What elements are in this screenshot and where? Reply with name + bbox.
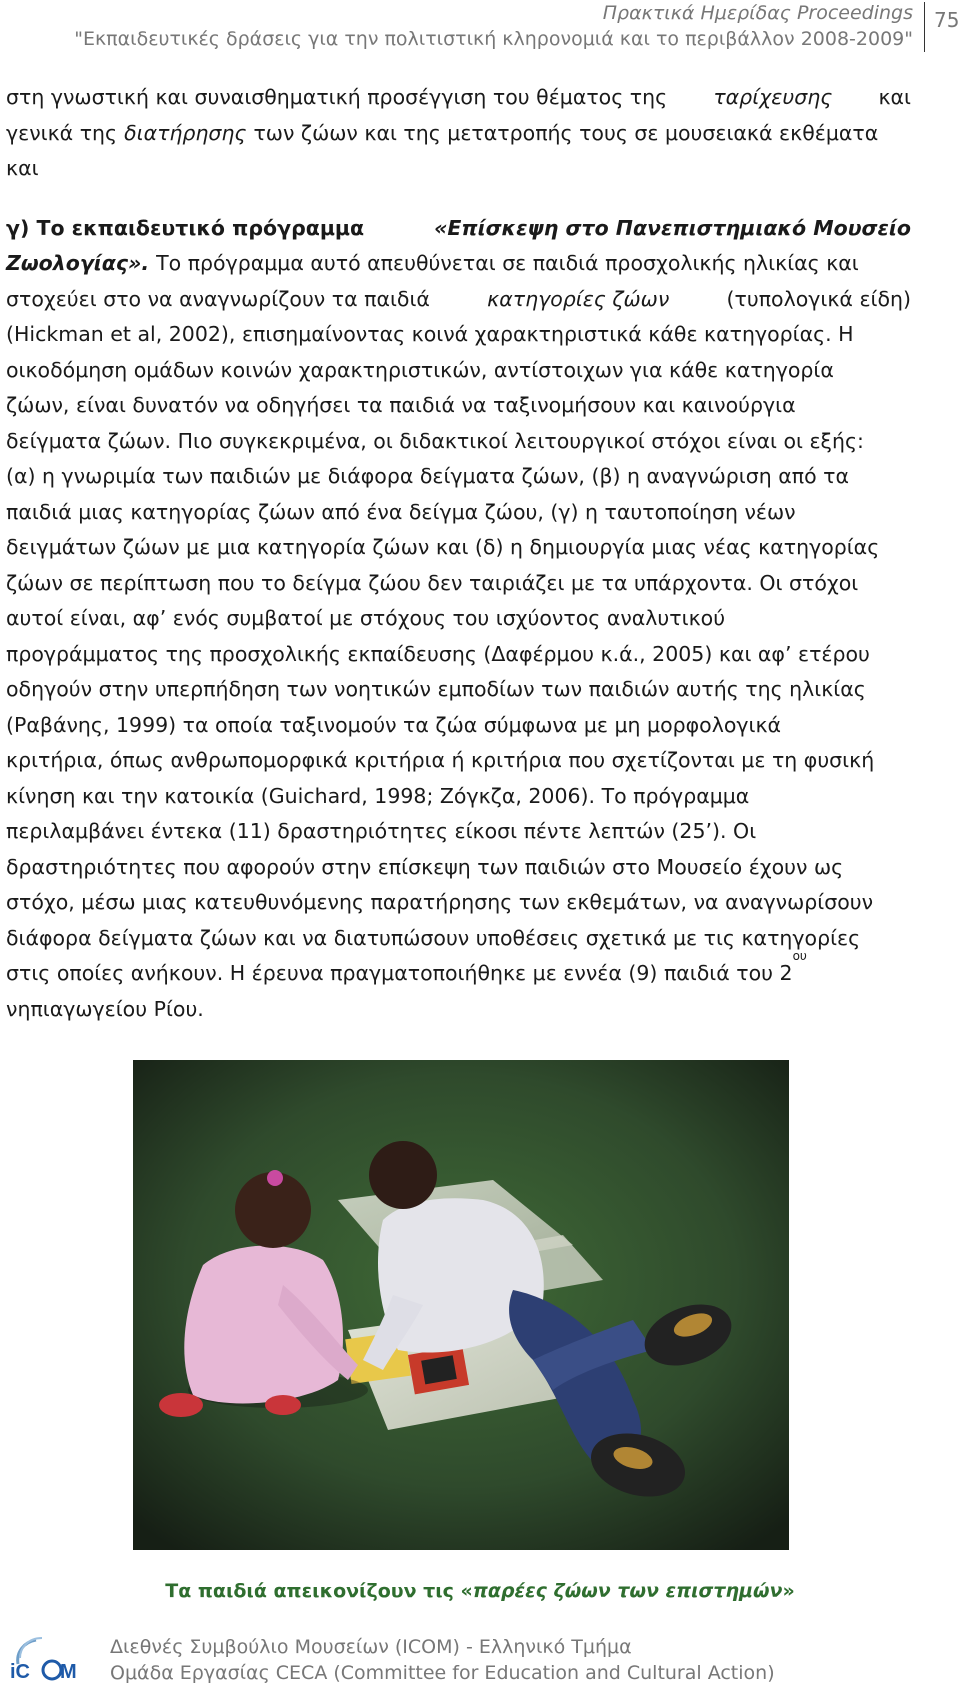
text-line — [6, 151, 911, 187]
article-body — [6, 80, 911, 1027]
text-line: νηπιαγωγείου Ρίου. — [6, 996, 204, 1021]
text-line: ζώων, είναι δυνατόν να οδηγήσει τα παιδιά να ταξινομήσουν και καινούργια — [6, 393, 796, 417]
text-line: διάφορα δείγματα ζώων και να διατυπώσουν υποθέσεις σχετικά με τις κατηγορίες — [6, 925, 861, 950]
text-span: των ζώων και της μετατροπής τους σε μουσειακά εκθέματα — [253, 120, 879, 145]
text-line: δειγμάτων ζώων με μια κατηγορία ζώων και (δ) η δημιουργία μιας νέας κατηγορίας — [6, 535, 880, 559]
figure-caption: Τα παιδιά απεικονίζουν τις «παρέες ζώων των επιστημών» — [165, 1580, 795, 1602]
text-line: προγράμματος της προσχολικής εκπαίδευσης (Δαφέρμου κ.ά., 2005) και αφ’ ετέρου — [6, 641, 870, 666]
text-line: περιλαμβάνει έντεκα (11) δραστηριότητες είκοσι πέντε λεπτών (25’). Οι — [6, 819, 757, 843]
text-line: δείγματα ζώων. Πιο συγκεκριμένα, οι διδακτικοί λειτουργικοί στόχοι είναι οι εξής: — [6, 428, 864, 453]
text-line: κριτήρια, όπως ανθρωπομορφικά κριτήρια ή κριτήρια που σχετίζονται με τη φυσική — [6, 748, 875, 772]
text-line: κίνηση και την κατοικία (Guichard, 1998; Ζόγκζα, 2006). Το πρόγραμμα — [6, 783, 750, 808]
text-span: και — [6, 156, 39, 180]
text-line: οδηγούν στην υπερπήδηση των νοητικών εμποδίων των παιδιών αυτής της ηλικίας — [6, 677, 866, 701]
superscript: ου — [792, 949, 807, 963]
text-line: (Ραβάνης, 1999) τα οποία ταξινομούν τα ζώα σύμφωνα με μη μορφολογικά — [6, 712, 782, 737]
page-footer — [0, 1630, 960, 1686]
heading-text: γ) Το εκπαιδευτικό πρόγραμμα — [6, 215, 365, 240]
text-line: παιδιά μιας κατηγορίας ζώων από ένα δείγμα ζώου, (γ) η ταυτοποίηση νέων — [6, 499, 796, 524]
text-line — [6, 80, 911, 116]
program-heading — [6, 211, 911, 247]
text-span: στοχεύει στο να αναγνωρίζουν τα παιδιά — [6, 286, 430, 311]
text-span: στη γνωστική και συναισθηματική προσέγγιση του θέματος της — [6, 85, 668, 109]
text-line: αυτοί είναι, αφ’ ενός συμβατοί με στόχους του ισχύοντος αναλυτικού — [6, 606, 726, 630]
text-line — [6, 282, 911, 318]
text-line: δραστηριότητες που αφορούν στην επίσκεψη των παιδιών στο Μουσείο έχουν ως — [6, 854, 844, 879]
page-number: 75 — [934, 8, 960, 32]
text-line: (Hickman et al, 2002), επισημαίνοντας κοινά χαρακτηριστικά κάθε κατηγορίας. Η — [6, 322, 854, 346]
header-divider — [924, 2, 925, 52]
text-span: (τυπολογικά είδη) — [726, 286, 911, 311]
conference-title: "Εκπαιδευτικές δράσεις για την πολιτιστική κληρονομιά και το περιβάλλον 2008-2009" — [74, 28, 913, 50]
svg-text:M: M — [60, 1661, 77, 1683]
italic-term: διατήρησης — [124, 120, 247, 145]
text-line: (α) η γνωριμία των παιδιών με διάφορα δείγματα ζώων, (β) η αναγνώριση από τα — [6, 464, 850, 488]
heading-italic: «Επίσκεψη στο Πανεπιστημιακό Μουσείο — [434, 215, 911, 240]
text-line: στις οποίες ανήκουν. Η έρευνα πραγματοποιήθηκε με εννέα (9) παιδιά του 2 ου — [6, 956, 911, 992]
proceedings-title: Πρακτικά Ημερίδας Proceedings — [602, 2, 913, 24]
text-span: γενικά της — [6, 120, 118, 145]
text-line: οικοδόμηση ομάδων κοινών χαρακτηριστικών, αντίστοιχων για κάθε κατηγορία — [6, 357, 834, 382]
text-line: ζώων σε περίπτωση που το δείγμα ζώου δεν ταιριάζει με τα υπάρχοντα. Οι στόχοι — [6, 570, 859, 595]
icom-logo-icon — [6, 1636, 88, 1684]
text-span: Το πρόγραμμα αυτό απευθύνεται σε παιδιά προσχολικής ηλικίας και — [156, 251, 859, 275]
heading-italic: Ζωολογίας». — [6, 251, 150, 275]
italic-term: ταρίχευσης — [713, 85, 833, 109]
text-span: και — [878, 85, 911, 109]
svg-text:iC: iC — [10, 1661, 30, 1683]
text-line — [6, 246, 911, 282]
children-activity-photo — [133, 1060, 789, 1550]
text-line — [6, 116, 911, 152]
page-header — [0, 0, 960, 60]
footer-organization: Διεθνές Συμβούλιο Μουσείων (ICOM) - Ελληνικό Τμήμα — [110, 1636, 632, 1658]
text-line: στόχο, μέσω μιας κατευθυνόμενης παρατήρησης των εκθεμάτων, να αναγνωρίσουν — [6, 890, 874, 914]
footer-working-group: Ομάδα Εργασίας CECA (Committee for Education and Cultural Action) — [110, 1662, 775, 1684]
italic-term: κατηγορίες ζώων — [487, 286, 670, 311]
